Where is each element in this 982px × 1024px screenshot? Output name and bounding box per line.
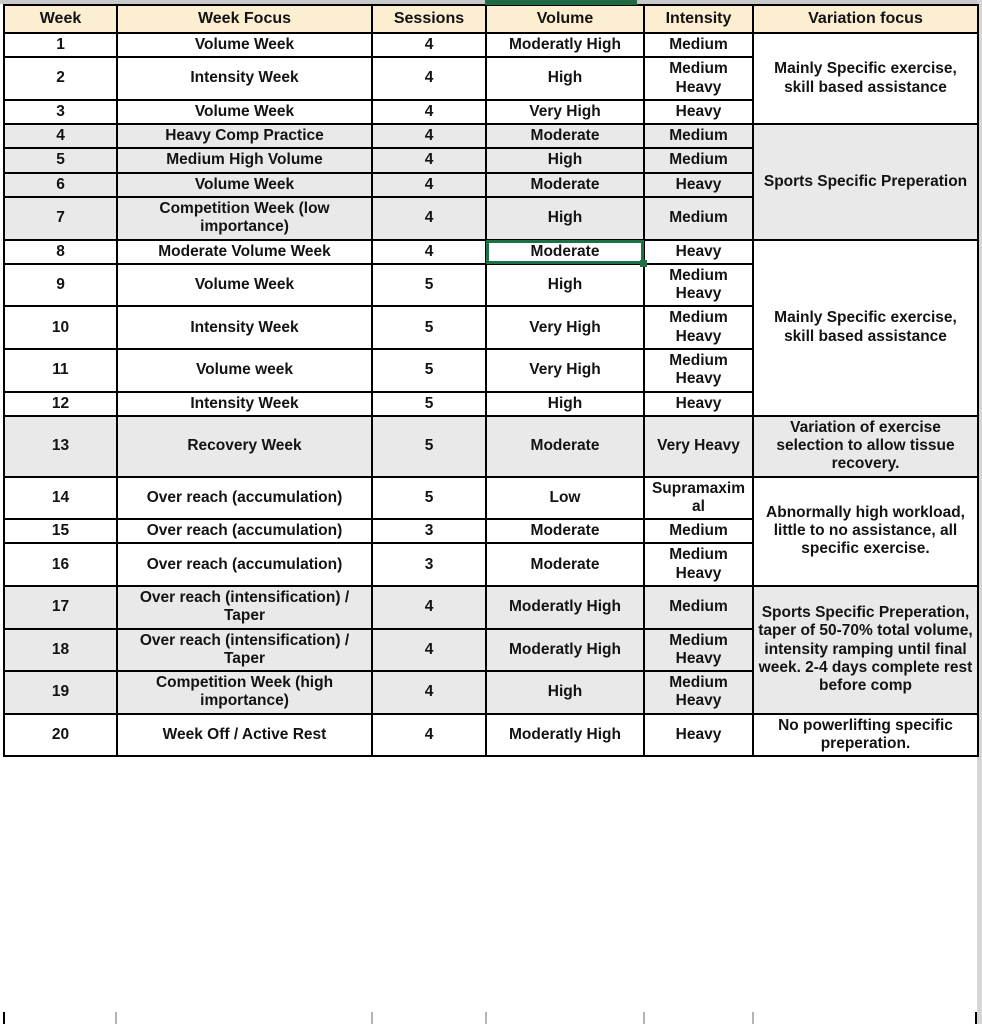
cell-intensity[interactable]: Medium Heavy bbox=[644, 306, 753, 349]
volume-column-highlight-bar bbox=[485, 0, 637, 5]
cell-sessions[interactable]: 4 bbox=[372, 57, 486, 100]
cell-week-focus[interactable]: Medium High Volume bbox=[117, 148, 372, 172]
cell-week[interactable]: 8 bbox=[4, 240, 117, 264]
cell-week[interactable]: 11 bbox=[4, 349, 117, 392]
cell-week-focus[interactable]: Intensity Week bbox=[117, 306, 372, 349]
cell-week-focus[interactable]: Volume Week bbox=[117, 100, 372, 124]
cell-week[interactable]: 1 bbox=[4, 33, 117, 57]
cell-sessions[interactable]: 4 bbox=[372, 173, 486, 197]
cell-sessions[interactable]: 4 bbox=[372, 197, 486, 240]
cell-week[interactable]: 20 bbox=[4, 714, 117, 757]
cell-variation-focus[interactable]: Mainly Specific exercise, skill based assistance bbox=[753, 33, 978, 124]
cell-week-focus[interactable]: Over reach (intensification) / Taper bbox=[117, 586, 372, 629]
cell-variation-focus[interactable]: Abnormally high workload, little to no assistance, all specific exercise. bbox=[753, 477, 978, 586]
cell-intensity[interactable]: Medium Heavy bbox=[644, 349, 753, 392]
cell-intensity[interactable]: Very Heavy bbox=[644, 416, 753, 477]
cell-week[interactable]: 7 bbox=[4, 197, 117, 240]
column-header-variation-focus[interactable]: Variation focus bbox=[753, 5, 978, 33]
cell-intensity[interactable]: Medium bbox=[644, 586, 753, 629]
table-row[interactable] bbox=[4, 714, 978, 757]
cell-volume[interactable]: High bbox=[486, 197, 644, 240]
table-row[interactable] bbox=[4, 240, 978, 264]
cell-week[interactable]: 6 bbox=[4, 173, 117, 197]
cell-volume[interactable]: High bbox=[486, 57, 644, 100]
cell-week[interactable]: 5 bbox=[4, 148, 117, 172]
cell-week-focus[interactable]: Volume Week bbox=[117, 33, 372, 57]
table-row[interactable] bbox=[4, 124, 978, 148]
table-row[interactable] bbox=[4, 33, 978, 57]
cell-week-focus[interactable]: Volume Week bbox=[117, 264, 372, 307]
cell-week[interactable]: 19 bbox=[4, 671, 117, 714]
cell-variation-focus[interactable]: No powerlifting specific preperation. bbox=[753, 714, 978, 757]
cell-week-focus[interactable]: Over reach (accumulation) bbox=[117, 519, 372, 543]
cell-volume[interactable]: Moderatly High bbox=[486, 33, 644, 57]
cell-volume[interactable]: High bbox=[486, 392, 644, 416]
cell-intensity[interactable]: Medium bbox=[644, 33, 753, 57]
cell-volume[interactable]: Very High bbox=[486, 100, 644, 124]
cell-intensity[interactable]: Heavy bbox=[644, 240, 753, 264]
cell-week[interactable]: 18 bbox=[4, 629, 117, 672]
column-header-week[interactable]: Week bbox=[4, 5, 117, 33]
cell-variation-focus[interactable]: Sports Specific Preperation, taper of 50-70% total volume, intensity ramping until final week. 2-4 days complete rest before comp bbox=[753, 586, 978, 714]
cell-volume[interactable]: High bbox=[486, 671, 644, 714]
cell-sessions[interactable]: 5 bbox=[372, 392, 486, 416]
cell-volume[interactable]: High bbox=[486, 148, 644, 172]
cell-week-focus[interactable]: Competition Week (low importance) bbox=[117, 197, 372, 240]
cell-week-focus[interactable]: Volume Week bbox=[117, 173, 372, 197]
cell-week[interactable]: 17 bbox=[4, 586, 117, 629]
cell-variation-focus[interactable]: Mainly Specific exercise, skill based assistance bbox=[753, 240, 978, 416]
cell-volume[interactable]: Moderatly High bbox=[486, 629, 644, 672]
cell-volume[interactable]: Moderate bbox=[486, 543, 644, 586]
cell-intensity[interactable]: Heavy bbox=[644, 173, 753, 197]
column-header-week-focus[interactable]: Week Focus bbox=[117, 5, 372, 33]
cell-volume[interactable]: Moderatly High bbox=[486, 586, 644, 629]
cell-intensity[interactable]: Medium bbox=[644, 124, 753, 148]
cell-intensity[interactable]: Heavy bbox=[644, 714, 753, 757]
cell-sessions[interactable]: 5 bbox=[372, 416, 486, 477]
cell-sessions[interactable]: 3 bbox=[372, 543, 486, 586]
cell-sessions[interactable]: 4 bbox=[372, 714, 486, 757]
cell-volume[interactable]: High bbox=[486, 264, 644, 307]
cell-volume[interactable]: Moderate bbox=[486, 416, 644, 477]
cell-sessions[interactable]: 3 bbox=[372, 519, 486, 543]
cell-week[interactable]: 13 bbox=[4, 416, 117, 477]
cell-week-focus[interactable]: Intensity Week bbox=[117, 392, 372, 416]
cell-week-focus[interactable]: Over reach (accumulation) bbox=[117, 477, 372, 520]
header-row bbox=[4, 5, 978, 33]
cell-week[interactable]: 16 bbox=[4, 543, 117, 586]
cell-week[interactable]: 12 bbox=[4, 392, 117, 416]
periodization-table bbox=[3, 4, 979, 757]
column-header-sessions[interactable]: Sessions bbox=[372, 5, 486, 33]
cell-intensity[interactable]: Medium bbox=[644, 197, 753, 240]
empty-trailing-row[interactable] bbox=[3, 1012, 977, 1024]
cell-intensity[interactable]: Medium bbox=[644, 148, 753, 172]
cell-sessions[interactable]: 4 bbox=[372, 124, 486, 148]
cell-week-focus[interactable]: Recovery Week bbox=[117, 416, 372, 477]
cell-sessions[interactable]: 4 bbox=[372, 148, 486, 172]
cell-intensity[interactable]: Heavy bbox=[644, 100, 753, 124]
cell-sessions[interactable]: 5 bbox=[372, 306, 486, 349]
column-header-volume[interactable]: Volume bbox=[486, 5, 644, 33]
cell-week[interactable]: 3 bbox=[4, 100, 117, 124]
cell-volume[interactable]: Moderate bbox=[486, 173, 644, 197]
table-row[interactable] bbox=[4, 416, 978, 477]
cell-intensity[interactable]: Medium Heavy bbox=[644, 671, 753, 714]
cell-week[interactable]: 15 bbox=[4, 519, 117, 543]
table-row[interactable] bbox=[4, 477, 978, 520]
cell-week[interactable]: 10 bbox=[4, 306, 117, 349]
column-header-intensity[interactable]: Intensity bbox=[644, 5, 753, 33]
cell-sessions[interactable]: 4 bbox=[372, 100, 486, 124]
table-row[interactable] bbox=[4, 586, 978, 629]
cell-week[interactable]: 4 bbox=[4, 124, 117, 148]
cell-sessions[interactable]: 5 bbox=[372, 349, 486, 392]
cell-volume[interactable]: Low bbox=[486, 477, 644, 520]
cell-week-focus[interactable]: Moderate Volume Week bbox=[117, 240, 372, 264]
cell-variation-focus[interactable]: Variation of exercise selection to allow tissue recovery. bbox=[753, 416, 978, 477]
cell-intensity[interactable]: Medium Heavy bbox=[644, 57, 753, 100]
cell-intensity[interactable]: Medium Heavy bbox=[644, 629, 753, 672]
cell-intensity[interactable]: Medium Heavy bbox=[644, 543, 753, 586]
cell-sessions[interactable]: 5 bbox=[372, 477, 486, 520]
table-header bbox=[4, 5, 978, 33]
cell-sessions[interactable]: 4 bbox=[372, 33, 486, 57]
cell-week-focus[interactable]: Volume week bbox=[117, 349, 372, 392]
cell-intensity[interactable]: Medium Heavy bbox=[644, 264, 753, 307]
table-body bbox=[4, 33, 978, 756]
cell-sessions[interactable]: 4 bbox=[372, 671, 486, 714]
cell-sessions[interactable]: 4 bbox=[372, 586, 486, 629]
cell-volume[interactable]: Moderate bbox=[486, 519, 644, 543]
cell-sessions[interactable]: 5 bbox=[372, 264, 486, 307]
cell-week-focus[interactable]: Week Off / Active Rest bbox=[117, 714, 372, 757]
cell-volume[interactable]: Very High bbox=[486, 306, 644, 349]
cell-volume[interactable]: Moderatly High bbox=[486, 714, 644, 757]
cell-week-focus[interactable]: Competition Week (high importance) bbox=[117, 671, 372, 714]
cell-variation-focus[interactable]: Sports Specific Preperation bbox=[753, 124, 978, 239]
cell-week-focus[interactable]: Over reach (intensification) / Taper bbox=[117, 629, 372, 672]
cell-sessions[interactable]: 4 bbox=[372, 629, 486, 672]
cell-volume-selected[interactable]: Moderate bbox=[486, 240, 644, 264]
cell-intensity[interactable]: Supramaximal bbox=[644, 477, 753, 520]
cell-volume[interactable]: Very High bbox=[486, 349, 644, 392]
cell-sessions[interactable]: 4 bbox=[372, 240, 486, 264]
cell-week[interactable]: 2 bbox=[4, 57, 117, 100]
cell-intensity[interactable]: Medium bbox=[644, 519, 753, 543]
fill-handle[interactable] bbox=[640, 260, 647, 267]
cell-volume[interactable]: Moderate bbox=[486, 124, 644, 148]
cell-week-focus[interactable]: Heavy Comp Practice bbox=[117, 124, 372, 148]
cell-week-focus[interactable]: Over reach (accumulation) bbox=[117, 543, 372, 586]
cell-week[interactable]: 9 bbox=[4, 264, 117, 307]
cell-week[interactable]: 14 bbox=[4, 477, 117, 520]
cell-intensity[interactable]: Heavy bbox=[644, 392, 753, 416]
cell-week-focus[interactable]: Intensity Week bbox=[117, 57, 372, 100]
